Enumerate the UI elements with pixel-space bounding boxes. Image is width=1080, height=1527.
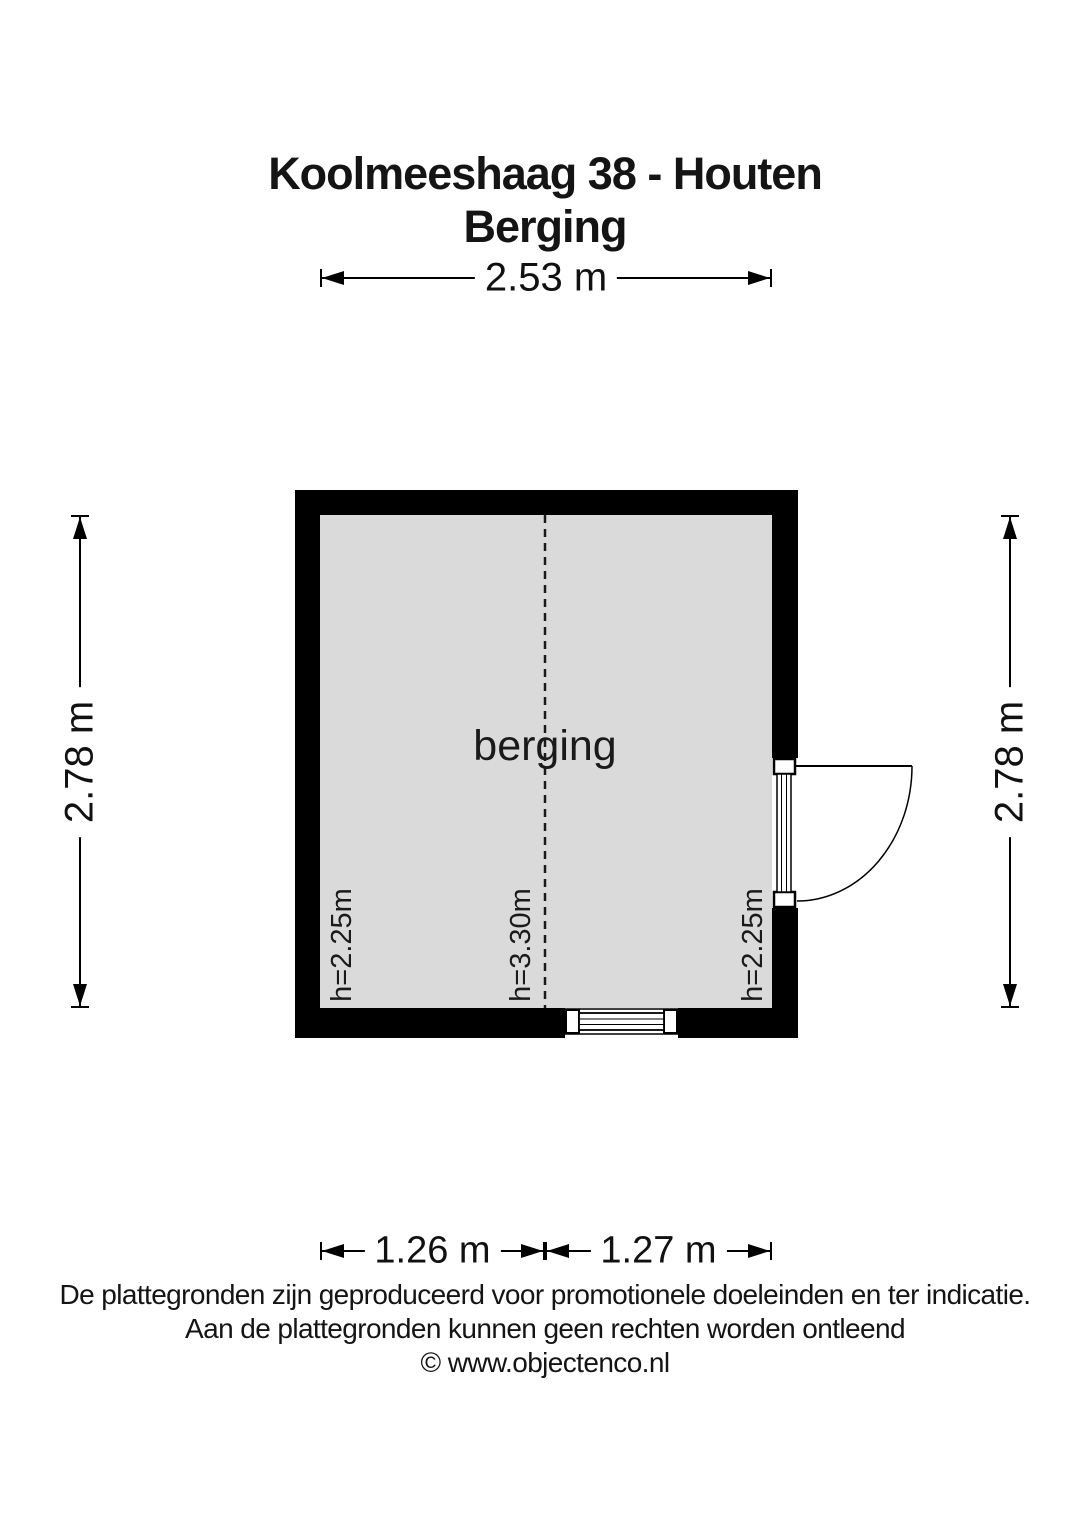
arrow-left-icon bbox=[547, 1244, 569, 1258]
dimension-label-top: 2.53 m bbox=[475, 256, 617, 301]
dimension-tick bbox=[770, 1242, 772, 1260]
dimension-right bbox=[987, 515, 1032, 1008]
dimension-tick bbox=[1001, 1006, 1019, 1008]
arrow-right-icon bbox=[521, 1244, 543, 1258]
arrow-up-icon bbox=[73, 517, 87, 539]
dimension-tick bbox=[71, 1006, 89, 1008]
room-name-label: berging bbox=[473, 722, 617, 770]
dimension-label-bottom-left: 1.26 m bbox=[364, 1230, 500, 1273]
page-subtitle: Berging bbox=[463, 201, 627, 252]
dimension-bottom-left bbox=[320, 1229, 545, 1272]
ceiling-height-label-left: h=2.25m bbox=[326, 888, 358, 1002]
footer-disclaimer bbox=[60, 1278, 1031, 1380]
ceiling-height-label-center: h=3.30m bbox=[505, 888, 537, 1002]
footer-copyright: © www.objectenco.nl bbox=[420, 1347, 670, 1378]
dimension-label-right: 2.78 m bbox=[988, 686, 1033, 836]
arrow-down-icon bbox=[1003, 984, 1017, 1006]
dimension-top bbox=[320, 255, 772, 300]
arrow-right-icon bbox=[748, 1244, 770, 1258]
dimension-label-bottom-right: 1.27 m bbox=[590, 1230, 726, 1273]
dimension-tick bbox=[770, 269, 772, 287]
arrow-left-icon bbox=[322, 271, 344, 285]
arrow-right-icon bbox=[748, 271, 770, 285]
dimension-left bbox=[57, 515, 102, 1008]
dimension-bottom-right bbox=[545, 1229, 772, 1272]
arrow-left-icon bbox=[322, 1244, 344, 1258]
footer-line-1: De plattegronden zijn geproduceerd voor promotionele doeleinden en ter indicatie. bbox=[59, 1279, 1031, 1310]
page-title: Koolmeeshaag 38 - Houten bbox=[268, 148, 822, 199]
door-swing-arc bbox=[797, 766, 912, 901]
footer-line-2: Aan de plattegronden kunnen geen rechten worden ontleend bbox=[185, 1313, 905, 1344]
arrow-up-icon bbox=[1003, 517, 1017, 539]
ceiling-height-label-right: h=2.25m bbox=[737, 888, 769, 1002]
arrow-down-icon bbox=[73, 984, 87, 1006]
dimension-label-left: 2.78 m bbox=[58, 686, 103, 836]
